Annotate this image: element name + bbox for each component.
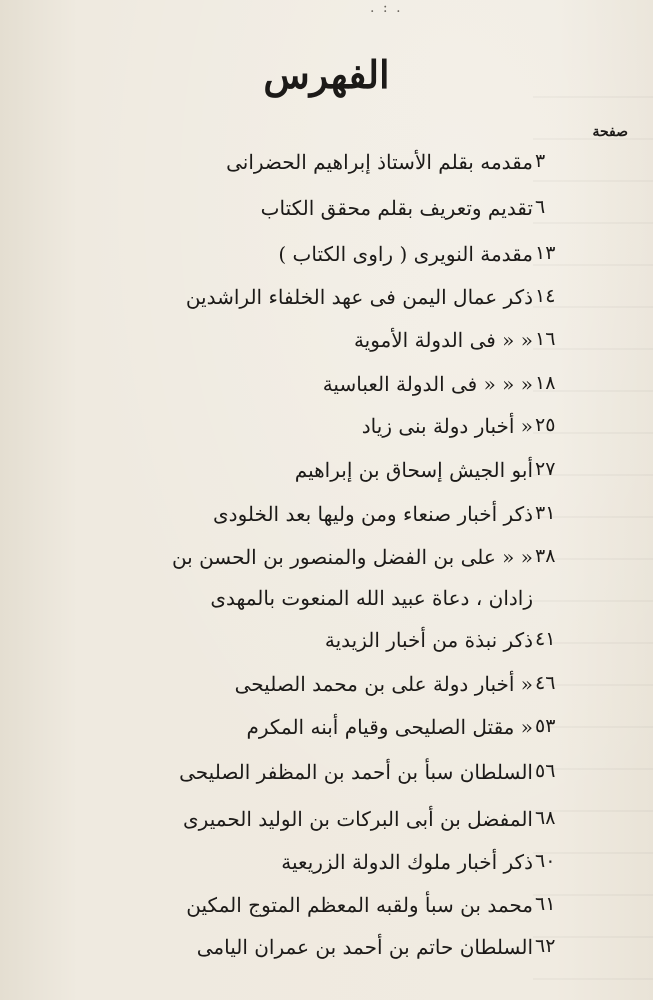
toc-page-number: ١٨	[535, 372, 556, 394]
toc-row	[0, 850, 653, 890]
toc-page-number: ٣١	[535, 502, 556, 524]
top-marks: . : .	[370, 0, 403, 16]
toc-page-number: ٦١	[535, 893, 556, 915]
toc-page-number: ١٦	[535, 328, 556, 350]
toc-row	[0, 150, 653, 190]
toc-row	[0, 414, 653, 454]
toc-entry-text: ذكر نبذة من أخبار الزيدية	[324, 628, 533, 652]
toc-entry-text: السلطان سبأ بن أحمد بن المظفر الصليحى	[179, 760, 533, 784]
toc-entry-text: مقدمه بقلم الأستاذ إبراهيم الحضرانى	[226, 150, 533, 174]
toc-page-number: ٢٥	[535, 414, 556, 436]
toc-page-number: ٣٨	[535, 545, 556, 567]
toc-entry-text: « أخبار دولة على بن محمد الصليحى	[234, 672, 533, 696]
toc-row	[0, 196, 653, 236]
toc-entry-text: المفضل بن أبى البركات بن الوليد الحميرى	[183, 807, 533, 831]
toc-page-number: ٣	[535, 150, 546, 172]
toc-entry-text: « أخبار دولة بنى زياد	[361, 414, 533, 438]
toc-row	[0, 328, 653, 368]
toc-entry-text: محمد بن سبأ ولقبه المعظم المتوج المكين	[186, 893, 533, 917]
toc-entry-text: مقدمة النويرى ( راوى الكتاب )	[278, 242, 533, 266]
toc-entry-text: تقديم وتعريف بقلم محقق الكتاب	[260, 196, 533, 220]
toc-row-continuation	[0, 586, 653, 626]
toc-entry-text: « « فى الدولة الأموية	[353, 328, 533, 352]
toc-page-number: ٤١	[535, 628, 556, 650]
toc-row	[0, 935, 653, 975]
toc-row	[0, 672, 653, 712]
toc-row	[0, 715, 653, 755]
toc-page-number: ٢٧	[535, 458, 556, 480]
toc-entry-text: « « « فى الدولة العباسية	[322, 372, 533, 396]
toc-entry-text: ذكر أخبار ملوك الدولة الزريعية	[281, 850, 533, 874]
toc-row	[0, 502, 653, 542]
toc-entry-text: « مقتل الصليحى وقيام أبنه المكرم	[246, 715, 533, 739]
toc-page-number: ٦٢	[535, 935, 556, 957]
toc-page-number: ٦٠	[535, 850, 556, 872]
page-column-heading: صفحة	[592, 124, 628, 140]
toc-row	[0, 628, 653, 668]
toc-page-number: ٦٨	[535, 807, 556, 829]
toc-page-number: ١٤	[535, 285, 556, 307]
toc-row	[0, 893, 653, 933]
toc-entry-text: ذكر أخبار صنعاء ومن وليها بعد الخلودى	[213, 502, 533, 526]
toc-row	[0, 807, 653, 847]
toc-entry-text: السلطان حاتم بن أحمد بن عمران اليامى	[196, 935, 533, 959]
toc-entry-text: ذكر عمال اليمن فى عهد الخلفاء الراشدين	[185, 285, 533, 309]
page-title: الفهرس	[263, 52, 390, 97]
toc-row	[0, 372, 653, 412]
toc-row	[0, 285, 653, 325]
toc-row	[0, 545, 653, 585]
toc-page-number: ٦	[535, 196, 546, 218]
toc-page-number: ٥٦	[535, 760, 556, 782]
toc-page-number: ٥٣	[535, 715, 556, 737]
toc-row	[0, 760, 653, 800]
toc-page-number: ٤٦	[535, 672, 556, 694]
toc-row	[0, 458, 653, 498]
toc-entry-text: « « على بن الفضل والمنصور بن الحسن بن	[171, 545, 533, 569]
toc-entry-text: أبو الجيش إسحاق بن إبراهيم	[294, 458, 533, 482]
toc-entry-text: زادان ، دعاة عبيد الله المنعوت بالمهدى	[210, 586, 533, 610]
toc-row	[0, 242, 653, 282]
toc-page-number: ١٣	[535, 242, 556, 264]
